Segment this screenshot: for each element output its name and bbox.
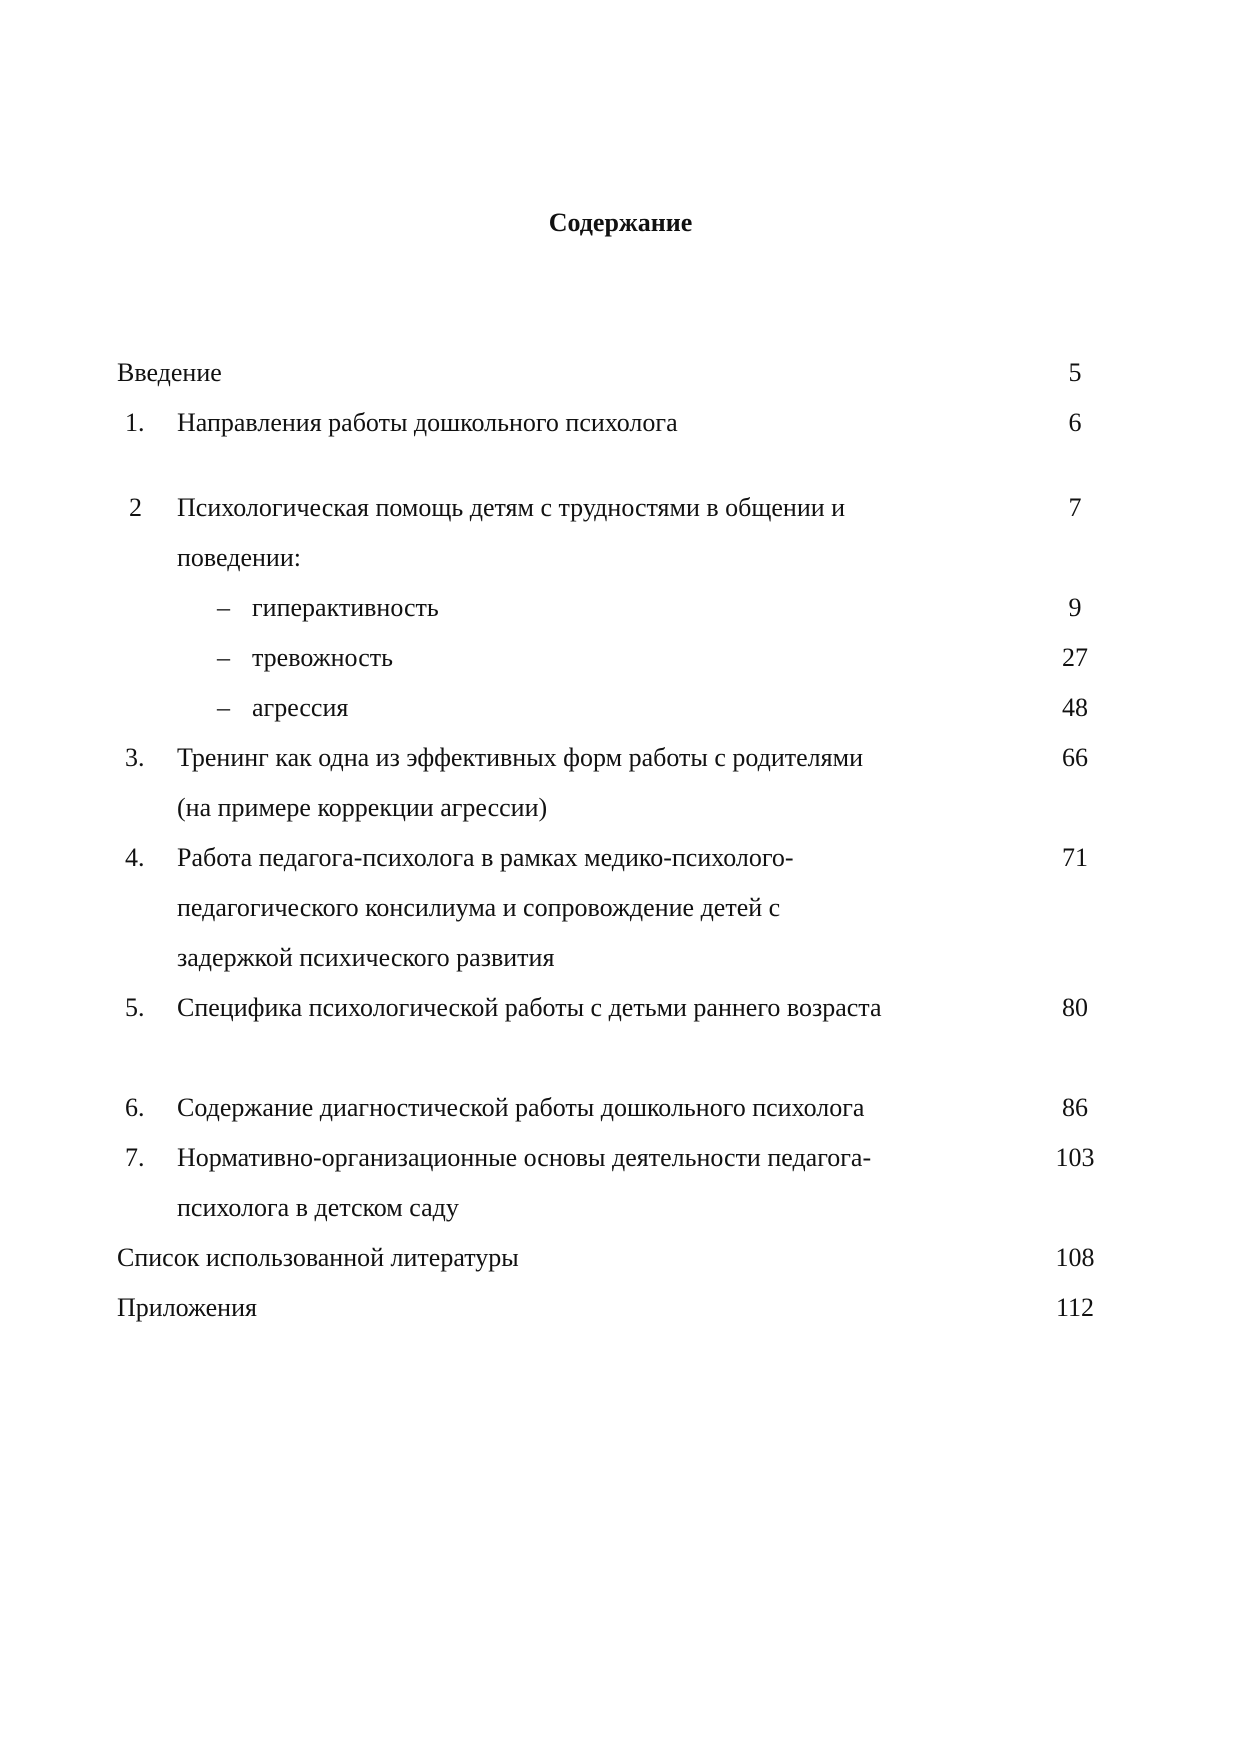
toc-s2-page: 7 [1068,493,1082,522]
toc-appendices-page: 112 [1055,1293,1095,1322]
toc-s2-sub3-label: агрессия [252,693,349,722]
toc-s1-page: 6 [1068,408,1082,437]
toc-s4-number: 4. [125,843,145,872]
toc-s4-line3: задержкой психического развития [177,943,555,972]
page-title: Содержание [548,208,693,237]
toc-s3-line1: Тренинг как одна из эффективных форм работы с родителями [177,743,863,772]
toc-s2-sub2-page: 27 [1062,643,1088,672]
toc-references-label: Список использованной литературы [117,1243,519,1272]
toc-s2-sub2-dash: – [217,643,230,672]
toc-s2-sub1-label: гиперактивность [252,593,439,622]
toc-s7-page: 103 [1055,1143,1095,1172]
toc-s7-number: 7. [125,1143,145,1172]
toc-appendices-label: Приложения [117,1293,257,1322]
toc-s5-label: Специфика психологической работы с детьми раннего возраста [177,993,882,1022]
toc-s2-sub3-page: 48 [1062,693,1088,722]
toc-s1-label: Направления работы дошкольного психолога [177,408,678,437]
toc-s3-page: 66 [1062,743,1088,772]
toc-s5-number: 5. [125,993,145,1022]
toc-s1-number: 1. [125,408,145,437]
toc-s2-sub1-page: 9 [1068,593,1082,622]
toc-s2-number: 2 [129,493,142,522]
toc-s6-page: 86 [1062,1093,1088,1122]
toc-s4-page: 71 [1062,843,1088,872]
toc-s2-line2: поведении: [177,543,301,572]
toc-intro-page: 5 [1068,358,1082,387]
toc-s3-line2: (на примере коррекции агрессии) [177,793,548,822]
toc-s2-sub1-dash: – [217,593,230,622]
toc-s7-line2: психолога в детском саду [177,1193,459,1222]
toc-s2-sub3-dash: – [217,693,230,722]
toc-s6-number: 6. [125,1093,145,1122]
toc-s2-sub2-label: тревожность [252,643,393,672]
toc-s5-page: 80 [1062,993,1088,1022]
toc-s7-line1: Нормативно-организационные основы деятельности педагога- [177,1143,872,1172]
toc-intro-label: Введение [117,358,222,387]
toc-s3-number: 3. [125,743,145,772]
toc-s6-label: Содержание диагностической работы дошкольного психолога [177,1093,865,1122]
toc-s2-line1: Психологическая помощь детям с трудностями в общении и [177,493,846,522]
toc-references-page: 108 [1055,1243,1095,1272]
toc-s4-line2: педагогического консилиума и сопровождение детей с [177,893,781,922]
toc-s4-line1: Работа педагога-психолога в рамках медико-психолого- [177,843,794,872]
